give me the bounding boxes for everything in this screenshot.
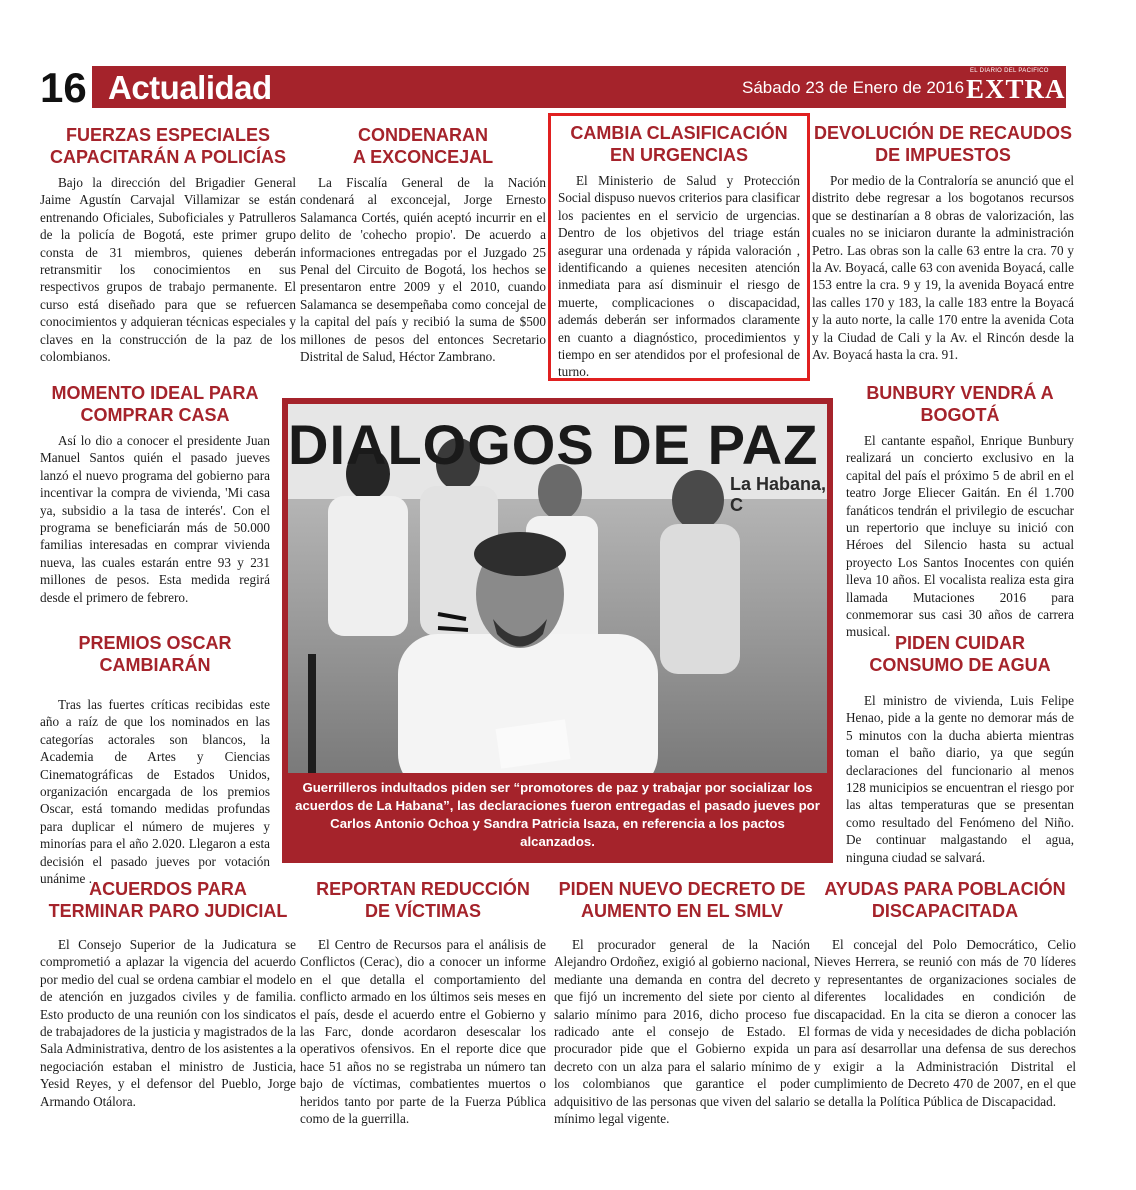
article-momento xyxy=(40,382,270,606)
article-bunbury xyxy=(846,382,1074,641)
article-body: El concejal del Polo Democrático, Celio Nieves Herrera, se reunió con más de 70 líderes y representantes de organizaciones sociales de diferentes localidades en condición de discapacidad. En la cita se dieron a conocer las formas de vida y necesidades de dicha población para así desarrollar una defensa de sus derechos y exigir a la Administración Distrital el cumplimiento de Decreto 470 de 2007, en el que se detalla la Política Pública de Discapacidad. xyxy=(814,937,1076,1109)
article-body: El Centro de Recursos para el análisis de Conflictos (Cerac), dio a conocer un informe en el que detalla el comportamiento del conflicto armado en los últimos seis meses en el país, desde el acuerdo entre el Gobierno y las Farc, donde acordaron desescalar los operativos ofensivos. En el reporte dice que hace 51 años no se registraba un número tan bajo de víctimas, combatientes muertos o heridos tanto por parte de la Fuerza Pública como de la guerrilla. xyxy=(300,937,546,1127)
article-title: MOMENTO IDEAL PARA COMPRAR CASA xyxy=(51,383,259,425)
article-agua xyxy=(846,632,1074,866)
article-body: Tras las fuertes críticas recibidas este año a raíz de que los nominados en las categorías actorales son blancos, la Academia de Artes y Ciencias Cinematográficas de Estados Unidos, organización encargada de los premios Oscar, está tomando medidas profundas para duplicar el número de mujeres y minorías para el año 2.020. Llegaron a esta decisión el pasado jueves por votación unánime . xyxy=(40,697,270,887)
photo-caption: Guerrilleros indultados piden ser “promotores de paz y trabajar por socializar los acuerdos de La Habana”, las declaraciones fueron entregadas el pasado jueves por Carlos Antonio Ochoa y Sandra Patricia Isaza, en referencia a los pactos alcanzados. xyxy=(295,780,820,849)
article-title: ACUERDOS PARA TERMINAR PARO JUDICIAL xyxy=(48,879,288,921)
article-title: BUNBURY VENDRÁ A BOGOTÁ xyxy=(866,383,1054,425)
article-body: El procurador general de la Nación Alejandro Ordoñez, exigió al gobierno nacional, mediante una demanda en contra del decreto que fijó un incremento del siete por ciento al salario mínimo para 2016, dicho proceso fue radicado ante el consejo de Estado. El procurador pide que el Gobierno expida un decreto con un alza para el salario mínimo de los colombianos que garantice el poder adquisitivo de las personas que viven del salario mínimo legal vigente. xyxy=(554,937,810,1127)
brand-tagline: EL DIARIO DEL PACIFICO xyxy=(970,68,1049,74)
article-devolucion xyxy=(812,122,1074,363)
article-title: PREMIOS OSCAR CAMBIARÁN xyxy=(78,633,232,675)
photo-image xyxy=(288,404,827,773)
article-cambia xyxy=(558,122,800,381)
article-title: DEVOLUCIÓN DE RECAUDOS DE IMPUESTOS xyxy=(813,123,1073,165)
article-title: AYUDAS PARA POBLACIÓN DISCAPACITADA xyxy=(824,879,1066,921)
article-title: PIDEN CUIDAR CONSUMO DE AGUA xyxy=(869,633,1051,675)
photo-banner-text: DIALOGOS DE PAZ xyxy=(288,413,819,476)
photo-banner-subtext: La Habana, C xyxy=(730,474,827,515)
article-body: La Fiscalía General de la Nación condenará al exconcejal, Jorge Ernesto Salamanca Cortés, quién aceptó incurrir en el delito de 'cohecho propio'. De acuerdo a informaciones entregadas por el Juzgado 25 Penal del Circuito de Bogotá, los hechos se presentaron entre 2009 y el 2010, cuando Salamanca se desempeñaba como concejal de la capital del país y recibió la suma de $500 millones de pesos del entonces Secretario Distrital de Salud, Héctor Zambrano. xyxy=(300,175,546,365)
article-title: REPORTAN REDUCCIÓN DE VÍCTIMAS xyxy=(316,879,530,921)
article-body: El Ministerio de Salud y Protección Social dispuso nuevos criterios para clasificar los pacientes en el servicio de urgencias. Dentro de los objetivos del triage están asegurar una ordenada y rápida valoración , identificando a quienes necesiten atención inmediata para así disminuir el riesgo de muerte, complicaciones o discapacidad, además deberán ser informados claramente en cuanto a diagnóstico, procedimientos y tiempo en ser atendidos por el profesional de turno. xyxy=(558,173,800,380)
article-title: FUERZAS ESPECIALES CAPACITARÁN A POLICÍAS xyxy=(50,125,286,167)
article-body: Por medio de la Contraloría se anunció que el distrito debe regresar a los bogotanos recursos que se destinarían a 8 obras de valorización, las cuales no se iniciaron durante la administración Petro. Las obras son la calle 63 entre la cra. 70 y la Av. Boyacá, calle 63 con avenida Boyacá, calle 153 entre la cra. 9 y 19, la avenida Boyacá entre las calles 170 y 183, la calle 183 entre la Boyacá y la auto norte, la calle 170 entre la avenida Cota y la Ciudad de Cali y la Av. el Rincón desde la Av. Boyacá hasta la cra. 91. xyxy=(812,173,1074,363)
brand-logo: EXTRA xyxy=(966,74,1066,104)
article-body: El Consejo Superior de la Judicatura se comprometió a aplazar la vigencia del acuerdo por medio del cual se ordena cambiar el modelo de atención en juzgados civiles y de familia. Esto producto de una reunión con los sindicatos de trabajadores de la justicia y magistrados de la Sala Administrativa, dentro de los asistentes a la negociación estaban el ministro de Justicia, Yesid Reyes, y el defensor del Pueblo, Jorge Armando Otálora. xyxy=(40,937,296,1109)
issue-date: Sábado 23 de Enero de 2016 xyxy=(742,78,965,97)
article-body: El ministro de vivienda, Luis Felipe Henao, pide a la gente no demorar más de 5 minutos con la ducha abierta mientras toman el baño diario, ya que según declaraciones del funcionario al menos 128 municipios se encuentran el riesgo por las altas temperaturas que se presentan como resultado del Fenómeno del Niño. De continuar malgastando el agua, ninguna ciudad se salvará. xyxy=(846,693,1074,865)
news-photo xyxy=(282,398,833,863)
article-body: Así lo dio a conocer el presidente Juan Manuel Santos quién el pasado jueves lanzó el nuevo programa del gobierno para incentivar la compra de vivienda, 'Mi casa ya, subsidio a la tasa de interés'. Con el programa se beneficiarán más de 50.000 familias interesadas en comprar vivienda nueva, las cuales estarán entre 93 y 231 millones de pesos. Esta medida regirá desde el primero de febrero. xyxy=(40,433,270,605)
article-fuerzas xyxy=(40,124,296,365)
section-title: Actualidad xyxy=(108,69,272,106)
article-acuerdos xyxy=(40,878,296,1110)
article-title: CAMBIA CLASIFICACIÓN EN URGENCIAS xyxy=(570,123,788,165)
article-body: Bajo la dirección del Brigadier General Jaime Agustín Carvajal Villamizar se están entrenando Oficiales, Suboficiales y Patrulleros de la policía de Bogotá, este primer grupo consta de 31 miembros, quienes deberán retransmitir los conocimientos en sus respectivos grupos de trabajo permanente. El curso está diseñado para que se refuercen conocimientos y adquieran técnicas especiales y claves en la construcción de la paz de los colombianos. xyxy=(40,175,296,365)
article-reportan xyxy=(300,878,546,1127)
page-number: 16 xyxy=(40,64,87,111)
article-oscar xyxy=(40,632,270,887)
article-title: CONDENARAN A EXCONCEJAL xyxy=(352,125,494,167)
article-decreto xyxy=(554,878,810,1127)
article-condenaran xyxy=(300,124,546,365)
article-ayudas xyxy=(814,878,1076,1110)
article-body: El cantante español, Enrique Bunbury realizará un concierto exclusivo en la capital del país el próximo 5 de abril en el teatro Jorge Eliecer Gaitán. En él 1.700 fanáticos tendrán el privilegio de escuchar un repertorio que incluye su inició con Héroes del Silencio hasta su actual proyecto Los Santos Inocentes con quién lleva 10 años. El vocalista realiza esta gira llamada Mutaciones 2016 para conmemorar sus casi 30 años de carrera musical. xyxy=(846,433,1074,640)
article-title: PIDEN NUEVO DECRETO DE AUMENTO EN EL SMLV xyxy=(558,879,806,921)
